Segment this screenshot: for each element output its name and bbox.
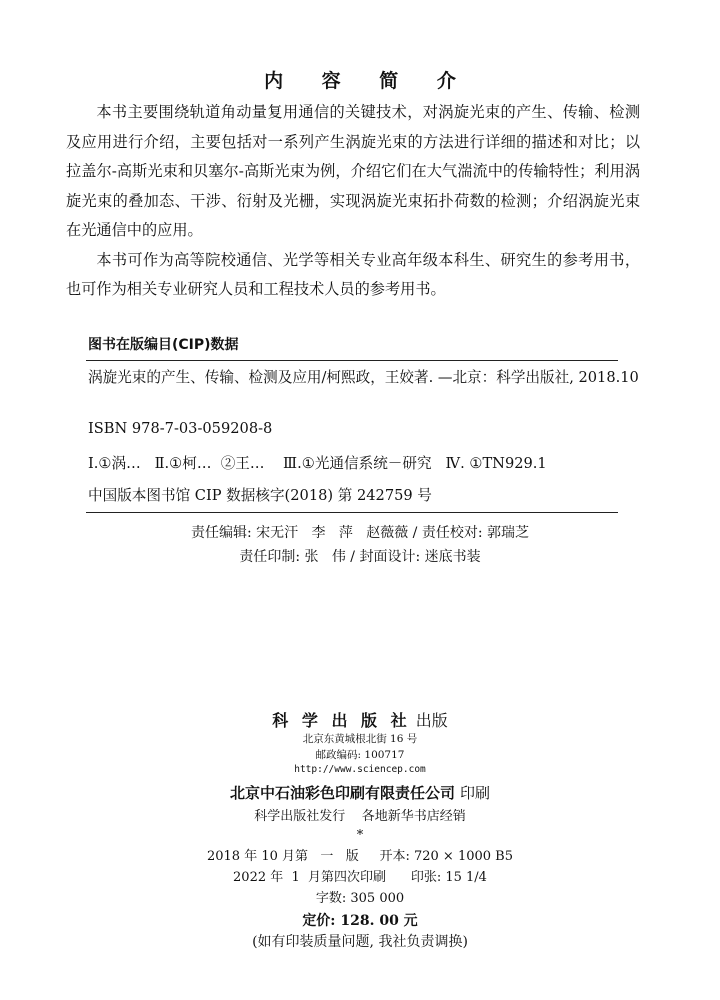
price: 定价: 128. 00 元 bbox=[302, 913, 418, 929]
publisher-address: 北京东黄城根北街 16 号 bbox=[302, 733, 418, 745]
separator-star: * bbox=[356, 828, 364, 843]
quality-note: (如有印装质量问题, 我社负责调换) bbox=[252, 934, 468, 950]
cip-isbn: ISBN 978-7-03-059208-8 bbox=[88, 420, 273, 437]
publisher-website: http://www.sciencep.com bbox=[294, 764, 426, 775]
cip-classification: Ⅰ.①涡… Ⅱ.①柯… ②王… Ⅲ.①光通信系统－研究 Ⅳ. ①TN929.1 bbox=[88, 455, 547, 472]
cip-record: 中国版本图书馆 CIP 数据核字(2018) 第 242759 号 bbox=[88, 487, 432, 504]
cip-bottom-rule bbox=[86, 512, 618, 513]
intro-section bbox=[66, 98, 640, 305]
printer-line bbox=[0, 782, 720, 803]
credits-line-2: 责任印制: 张 伟 / 封面设计: 迷底书装 bbox=[239, 549, 481, 565]
printer-suffix: 印刷 bbox=[460, 784, 491, 802]
publisher-suffix: 出版 bbox=[415, 711, 448, 730]
distribution-line: 科学出版社发行 各地新华书店经销 bbox=[254, 809, 466, 824]
page-title: 内 容 简 介 bbox=[264, 70, 472, 92]
intro-paragraph-2: 本书可作为高等院校通信、光学等相关专业高年级本科生、研究生的参考用书，也可作为相关专业研究人员和工程技术人员的参考用书。 bbox=[66, 250, 640, 298]
cip-line-1: 涡旋光束的产生、传输、检测及应用/柯熙政，王姣著. —北京：科学出版社, 2018.10 bbox=[88, 369, 639, 386]
cip-heading: 图书在版编目(CIP)数据 bbox=[88, 337, 239, 353]
edition-line-2: 2022 年 1 月第四次印刷 印张: 15 1/4 bbox=[233, 870, 487, 885]
edition-line-1: 2018 年 10 月第 一 版 开本: 720 × 1000 B5 bbox=[206, 849, 513, 864]
publisher-name bbox=[0, 708, 720, 731]
publisher-title: 科 学 出 版 社 bbox=[272, 711, 411, 730]
intro-paragraph-1: 本书主要围绕轨道角动量复用通信的关键技术，对涡旋光束的产生、传输、检测及应用进行介绍，主要包括对一系列产生涡旋光束的方法进行详细的描述和对比；以拉盖尔-高斯光束和贝塞尔-高斯光束为例，介绍它们在大气湍流中的传输特性；利用涡旋光束的叠加态、干涉、衍射及光栅，实现涡旋光束拓扑荷数的检测；介绍涡旋光束在光通信中的应用。 bbox=[66, 103, 640, 239]
publisher-postcode: 邮政编码: 100717 bbox=[315, 749, 405, 761]
word-count: 字数: 305 000 bbox=[315, 891, 405, 906]
cip-top-rule bbox=[86, 360, 618, 361]
printer-name: 北京中石油彩色印刷有限责任公司 bbox=[229, 784, 455, 802]
credits-line-1: 责任编辑: 宋无汗 李 萍 赵薇薇 / 责任校对: 郭瑞芝 bbox=[190, 525, 529, 541]
